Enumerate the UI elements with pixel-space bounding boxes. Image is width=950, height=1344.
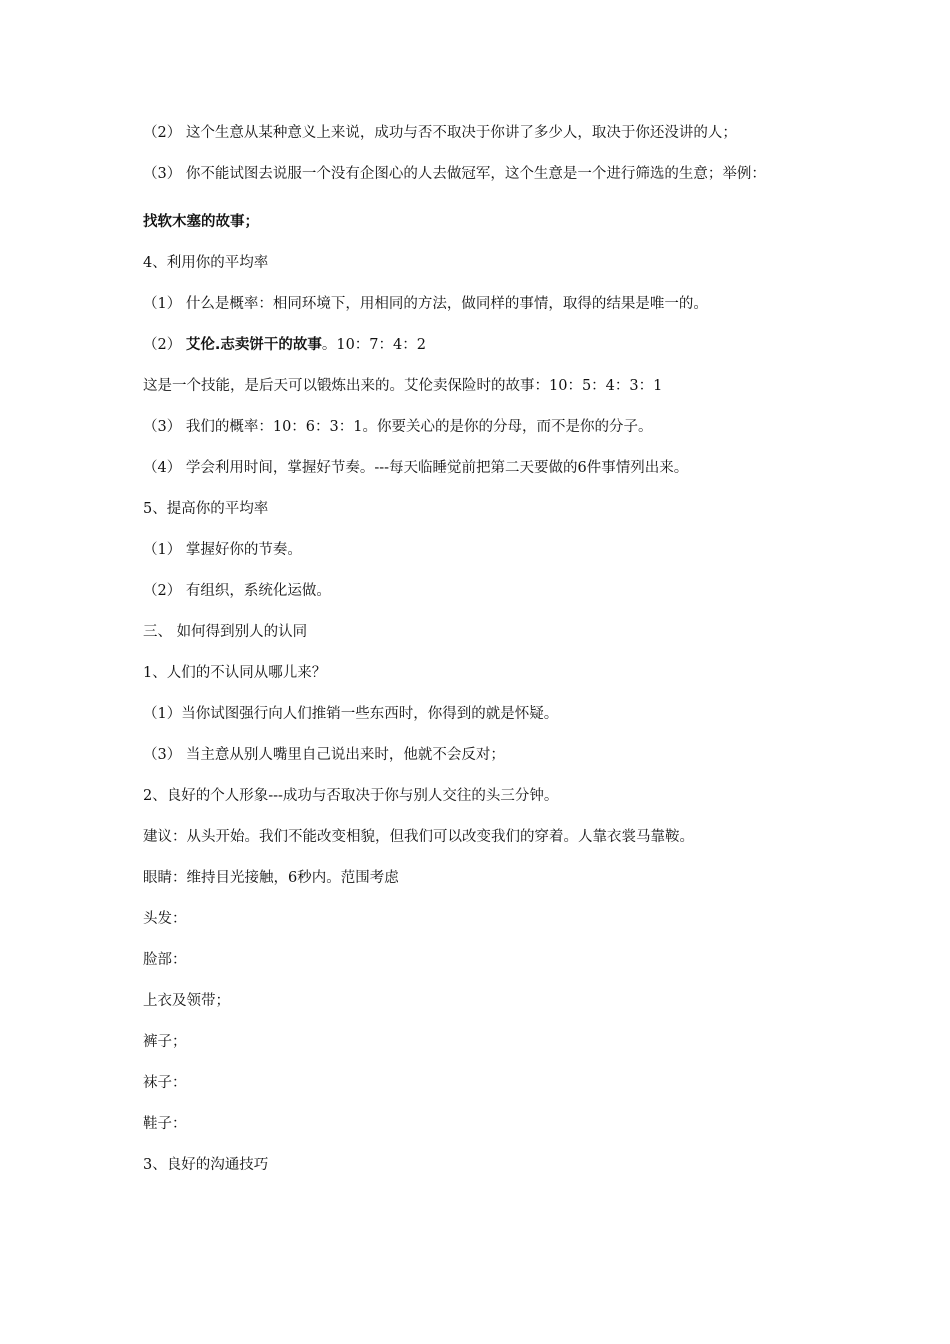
item-number: （3） — [143, 166, 186, 182]
text-line — [143, 164, 823, 184]
line-text: 有组织，系统化运做。 — [185, 583, 331, 599]
text-line — [143, 212, 823, 232]
line-text: 4、利用你的平均率 — [143, 255, 269, 271]
text-line — [143, 417, 823, 437]
chapter-heading — [143, 622, 823, 642]
line-text: 2、良好的个人形象---成功与否取决于你与别人交往的头三分钟。 — [143, 788, 559, 804]
line-text: 这是一个技能，是后天可以锻炼出来的。艾伦卖保险时的故事：10：5：4：3：1 — [143, 378, 663, 394]
text-line — [143, 827, 823, 847]
text-line — [143, 335, 823, 355]
line-text: 头发： — [143, 911, 187, 927]
section-heading — [143, 663, 823, 683]
line-text: 眼睛：维持目光接触，6秒内。范围考虑 — [143, 870, 399, 886]
line-text: 这个生意从某种意义上来说，成功与否不取决于你讲了多少人，取决于你还没讲的人； — [185, 125, 737, 141]
line-text: 当你试图强行向人们推销一些东西时，你得到的就是怀疑。 — [181, 706, 559, 722]
line-text: 学会利用时间，掌握好节奏。---每天临睡觉前把第二天要做的6件事情列出来。 — [185, 460, 689, 476]
item-number: （3） — [143, 419, 186, 435]
line-text: 1、人们的不认同从哪儿来？ — [143, 665, 327, 681]
section-heading — [143, 499, 823, 519]
item-number: （1） — [143, 706, 182, 722]
bold-story-title: 艾伦.志卖饼干的故事 — [185, 337, 322, 353]
line-text: 3、良好的沟通技巧 — [143, 1157, 269, 1173]
text-line — [143, 950, 823, 970]
item-number: （2） — [143, 337, 186, 353]
line-text: 上衣及领带； — [143, 993, 230, 1009]
section-heading — [143, 786, 823, 806]
text-line — [143, 123, 823, 143]
item-number: （3） — [143, 747, 186, 763]
line-text: 掌握好你的节奏。 — [185, 542, 302, 558]
text-line — [143, 868, 823, 888]
line-text: 。10：7：4：2 — [321, 337, 426, 353]
text-line — [143, 294, 823, 314]
line-text: 鞋子： — [143, 1116, 187, 1132]
section-heading — [143, 1155, 823, 1175]
text-line — [143, 376, 823, 396]
line-text: 什么是概率：相同环境下，用相同的方法，做同样的事情，取得的结果是唯一的。 — [185, 296, 708, 312]
line-text: 5、提高你的平均率 — [143, 501, 269, 517]
item-number: （1） — [143, 542, 186, 558]
text-line — [143, 745, 823, 765]
item-number: （2） — [143, 125, 186, 141]
line-text: 当主意从别人嘴里自己说出来时，他就不会反对； — [185, 747, 505, 763]
line-text: 我们的概率：10：6：3：1。你要关心的是你的分母，而不是你的分子。 — [185, 419, 653, 435]
text-line — [143, 458, 823, 478]
text-line — [143, 909, 823, 929]
text-line — [143, 1073, 823, 1093]
text-line — [143, 991, 823, 1011]
text-line — [143, 1114, 823, 1134]
line-text: 脸部： — [143, 952, 187, 968]
line-text: 袜子： — [143, 1075, 187, 1091]
section-heading — [143, 253, 823, 273]
document-body — [143, 123, 823, 1196]
bold-heading: 找软木塞的故事； — [143, 214, 259, 230]
line-text: 建议：从头开始。我们不能改变相貌，但我们可以改变我们的穿着。人靠衣裳马靠鞍。 — [143, 829, 694, 845]
text-line — [143, 581, 823, 601]
text-line — [143, 704, 823, 724]
line-text: 裤子； — [143, 1034, 187, 1050]
line-text: 你不能试图去说服一个没有企图心的人去做冠军，这个生意是一个进行筛选的生意；举例： — [185, 166, 766, 182]
item-number: （2） — [143, 583, 186, 599]
item-number: （1） — [143, 296, 186, 312]
item-number: （4） — [143, 460, 186, 476]
text-line — [143, 540, 823, 560]
text-line — [143, 1032, 823, 1052]
line-text: 三、 如何得到别人的认同 — [143, 624, 308, 640]
